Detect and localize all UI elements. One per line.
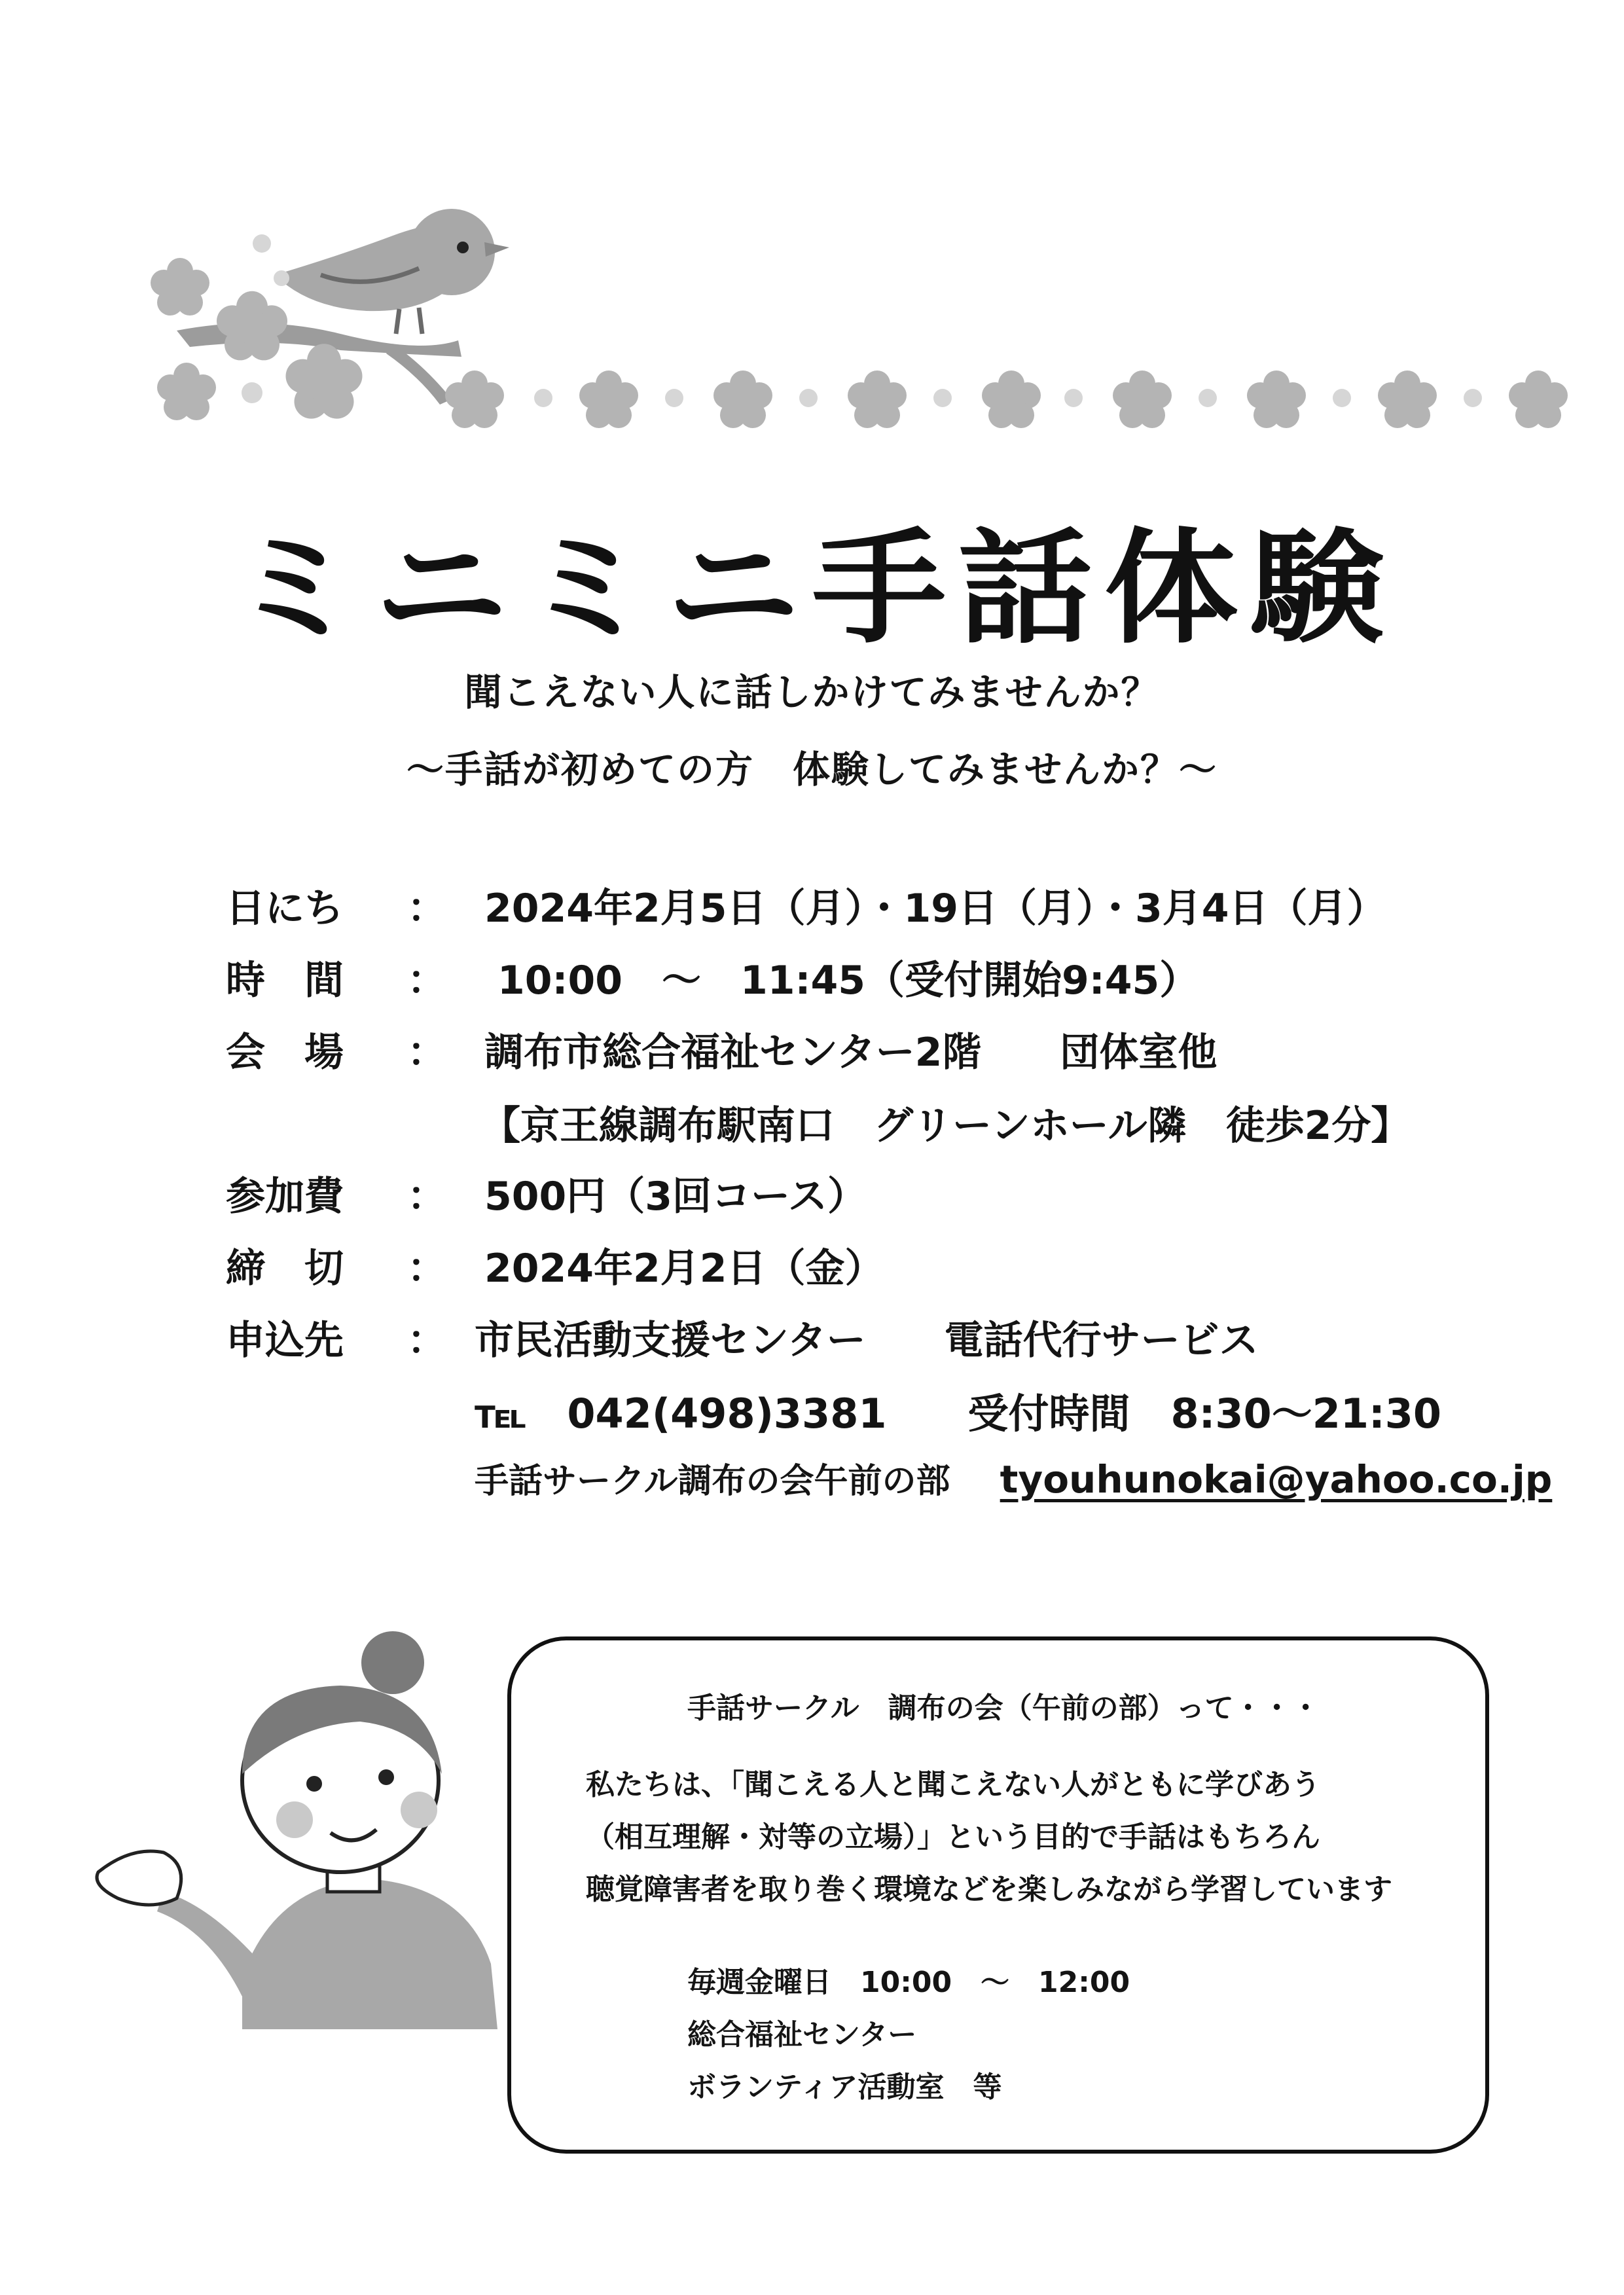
detail-label: 申込先 — [226, 1318, 344, 1364]
detail-colon: ： — [407, 1246, 446, 1292]
schedule-line: 毎週金曜日 10:00 ～ 12:00 — [687, 1966, 1130, 1999]
detail-value: 2024年2月5日（月）・19日（月）・3月4日（月） — [484, 886, 1386, 931]
schedule-line: 総合福祉センター — [687, 2018, 917, 2051]
detail-colon: ： — [407, 886, 446, 931]
detail-label: 締 切 — [226, 1246, 344, 1292]
hair-bun — [361, 1631, 424, 1694]
venue-access: 【京王線調布駅南口 グリーンホール隣 徒歩2分】 — [481, 1103, 1411, 1149]
circle-name: 手話サークル調布の会午前の部 — [475, 1462, 950, 1501]
woman-illustration — [79, 1623, 550, 2029]
detail-value: 10:00 ～ 11:45（受付開始9:45） — [497, 958, 1199, 1003]
detail-value: 500円（3回コース） — [484, 1174, 867, 1220]
detail-colon: ： — [407, 1318, 446, 1364]
detail-colon: ： — [407, 1174, 446, 1220]
info-box-heading: 手話サークル 調布の会（午前の部）って・・・ — [687, 1691, 1320, 1725]
cheek-right — [401, 1792, 437, 1828]
header-decoration — [0, 0, 1624, 458]
detail-label: 日にち — [226, 886, 344, 931]
bird-icon — [275, 209, 509, 334]
detail-time — [0, 949, 1624, 1002]
subtitle-question: 聞こえない人に話しかけてみませんか？ — [464, 671, 1160, 714]
detail-apply — [0, 1309, 1624, 1362]
hand — [97, 1851, 181, 1905]
detail-label: 時 間 — [226, 958, 344, 1003]
detail-colon: ： — [407, 1030, 446, 1075]
contact-line — [475, 1453, 1552, 1502]
info-line: 私たちは、「聞こえる人と聞こえない人がともに学びあう — [586, 1768, 1320, 1801]
contact-tel: ℡ 042(498)3381 受付時間 8:30～21:30 — [475, 1390, 1442, 1437]
info-line: 聴覚障害者を取り巻く環境などを楽しみながら学習しています — [586, 1873, 1392, 1906]
arm — [157, 1892, 262, 1997]
detail-deadline — [0, 1237, 1624, 1290]
eye-right — [378, 1769, 394, 1785]
info-line: （相互理解・対等の立場）」という目的で手話はもちろん — [586, 1820, 1320, 1854]
sweater — [242, 1879, 497, 2029]
page-title: ミニミニ手話体験 — [228, 517, 1396, 660]
detail-label: 参加費 — [226, 1174, 344, 1220]
detail-fee — [0, 1165, 1624, 1218]
schedule-line: ボランティア活動室 等 — [687, 2070, 1002, 2104]
email-link[interactable]: tyouhunokai@yahoo.co.jp — [1000, 1457, 1553, 1502]
detail-value: 市民活動支援センター 電話代行サービス — [475, 1318, 1259, 1364]
detail-date — [0, 877, 1624, 930]
detail-colon: ： — [407, 958, 446, 1003]
eye-left — [306, 1776, 322, 1792]
subtitle-invitation: ～手話が初めての方 体験してみませんか？～ — [406, 748, 1218, 791]
detail-value: 調布市総合福祉センター2階 団体室他 — [484, 1030, 1218, 1075]
detail-label: 会 場 — [226, 1030, 344, 1075]
detail-venue — [0, 1021, 1624, 1074]
detail-value: 2024年2月2日（金） — [484, 1246, 884, 1292]
cheek-left — [276, 1801, 313, 1838]
